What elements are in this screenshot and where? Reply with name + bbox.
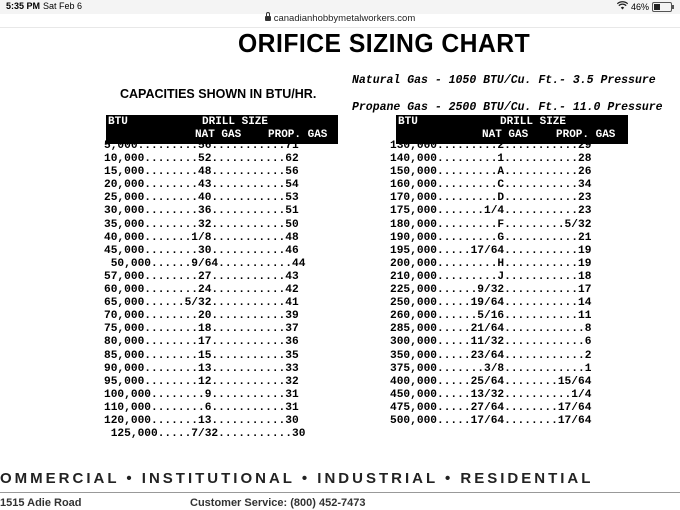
status-bar — [0, 0, 680, 14]
battery-level — [654, 4, 660, 10]
table-row: 25,000........40...........53 — [104, 192, 299, 205]
table-row: 5,000.........56...........71 — [104, 140, 299, 152]
table-row: 160,000.........C...........34 — [390, 179, 592, 192]
nat-gas-header: NAT GAS — [482, 129, 529, 141]
natural-gas-note: Natural Gas - 1050 BTU/Cu. Ft.- 3.5 Pressure — [352, 74, 656, 87]
right-btu-table — [390, 140, 591, 428]
table-row: 15,000........48...........56 — [104, 166, 299, 179]
wifi-icon — [617, 1, 628, 12]
table-row: 250,000.....19/64...........14 — [390, 297, 592, 310]
table-row: 90,000........13...........33 — [104, 362, 299, 375]
table-row: 60,000........24...........42 — [104, 284, 299, 297]
company-address: 1515 Adie Road — [0, 497, 82, 509]
table-row: 40,000.......1/8...........48 — [104, 231, 299, 244]
table-row: 125,000.....7/32...........30 — [104, 428, 306, 441]
table-row: 225,000......9/32...........17 — [390, 284, 592, 297]
table-row: 500,000.....17/64........17/64 — [390, 414, 592, 427]
table-row: 35,000........32...........50 — [104, 218, 299, 231]
page-title: ORIFICE SIZING CHART — [238, 28, 531, 58]
table-row: 85,000........15...........35 — [104, 349, 299, 362]
prop-gas-header: PROP. GAS — [556, 129, 616, 141]
table-row: 180,000.........F.........5/32 — [390, 218, 592, 231]
left-btu-table — [104, 140, 305, 441]
divider — [0, 492, 680, 493]
table-row: 375,000.......3/8............1 — [390, 362, 592, 375]
table-row: 110,000........6...........31 — [104, 401, 299, 414]
table-row: 50,000......9/64...........44 — [104, 257, 306, 270]
address-bar[interactable] — [0, 13, 680, 24]
table-row: 80,000........17...........36 — [104, 336, 299, 349]
table-row: 120,000.......13...........30 — [104, 414, 299, 427]
btu-header: BTU — [108, 116, 128, 128]
table-row: 70,000........20...........39 — [104, 310, 299, 323]
table-row: 75,000........18...........37 — [104, 323, 299, 336]
table-row: 475,000.....27/64........17/64 — [390, 401, 592, 414]
table-row: 350,000.....23/64............2 — [390, 349, 592, 362]
customer-service-phone: Customer Service: (800) 452-7473 — [190, 497, 366, 509]
propane-gas-note: Propane Gas - 2500 BTU/Cu. Ft.- 11.0 Pressure — [352, 101, 663, 114]
lock-icon — [265, 16, 271, 21]
table-row: 400,000.....25/64........15/64 — [390, 375, 592, 388]
battery-percent: 46% — [630, 1, 649, 12]
status-time: 5:35 PM — [6, 1, 41, 11]
table-row: 100,000........9...........31 — [104, 388, 299, 401]
table-row: 30,000........36...........51 — [104, 205, 299, 218]
table-row: 45,000........30...........46 — [104, 244, 299, 257]
table-row: 260,000......5/16...........11 — [390, 310, 592, 323]
nat-gas-header: NAT GAS — [195, 129, 242, 141]
url-text: canadianhobbymetalworkers.com — [273, 13, 416, 24]
status-date: Sat Feb 6 — [43, 1, 83, 11]
table-row: 150,000.........A...........26 — [390, 166, 592, 179]
prop-gas-header: PROP. GAS — [268, 129, 328, 141]
table-row: 140,000.........1...........28 — [390, 153, 592, 166]
table-row: 210,000.........J...........18 — [390, 270, 592, 283]
table-row: 95,000........12...........32 — [104, 375, 299, 388]
footer-sectors: OMMERCIAL • INSTITUTIONAL • INDUSTRIAL • RESIDENTIAL — [0, 470, 594, 487]
table-row: 285,000.....21/64............8 — [390, 323, 592, 336]
table-row: 65,000......5/32...........41 — [104, 297, 299, 310]
table-row: 190,000.........G...........21 — [390, 231, 592, 244]
status-indicators — [617, 1, 672, 12]
drill-size-header: DRILL SIZE — [202, 116, 269, 128]
table-row: 130,000.........2...........29 — [390, 140, 592, 152]
table-row: 10,000........52...........62 — [104, 153, 299, 166]
table-row: 200,000.........H...........19 — [390, 257, 592, 270]
table-row: 450,000.....13/32..........1/4 — [390, 388, 592, 401]
table-row: 300,000.....11/32............6 — [390, 336, 592, 349]
drill-size-header: DRILL SIZE — [500, 116, 567, 128]
btu-header: BTU — [398, 116, 418, 128]
table-row: 20,000........43...........54 — [104, 179, 299, 192]
table-row: 195,000.....17/64...........19 — [390, 244, 592, 257]
battery-icon — [652, 2, 672, 12]
table-row: 175,000.......1/4...........23 — [390, 205, 592, 218]
table-row: 170,000.........D...........23 — [390, 192, 592, 205]
table-row: 57,000........27...........43 — [104, 270, 299, 283]
capacities-note: CAPACITIES SHOWN IN BTU/HR. — [120, 87, 317, 101]
